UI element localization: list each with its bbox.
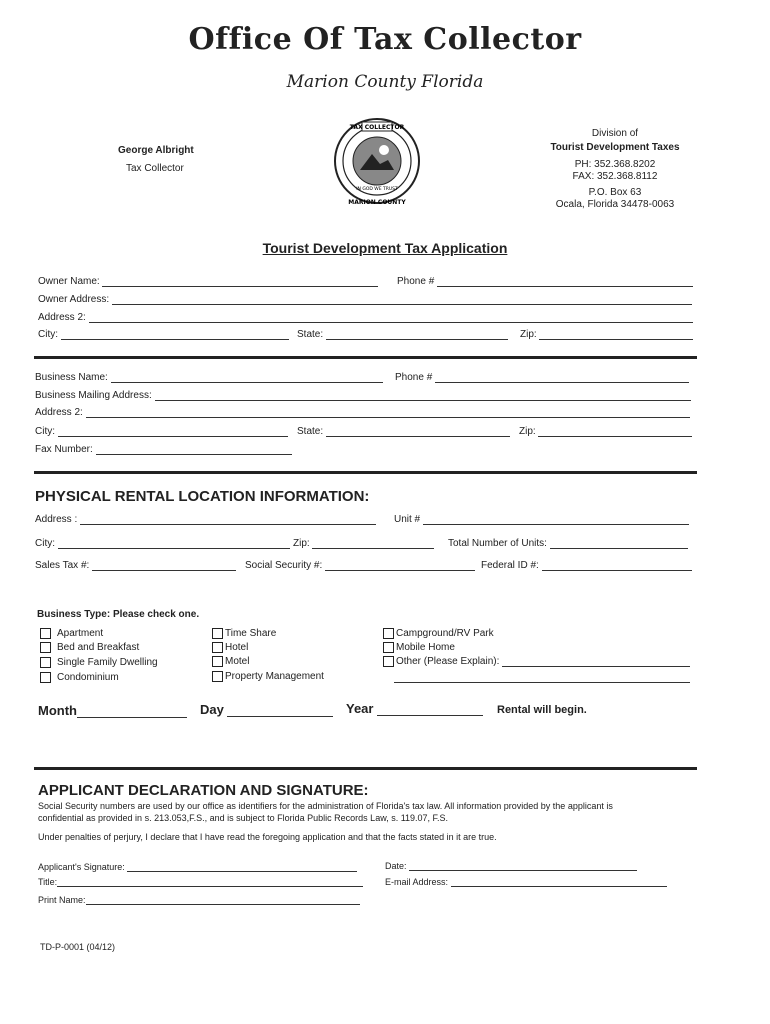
seal-inner-text: IN GOD WE TRUST [356, 187, 398, 192]
declaration-heading: APPLICANT DECLARATION AND SIGNATURE: [38, 782, 369, 799]
division-label: Division of [591, 128, 639, 139]
collector-title: Tax Collector [126, 163, 184, 174]
owner-name-field[interactable] [38, 276, 378, 287]
checkbox-label: Mobile Home [396, 642, 455, 654]
declaration-text-line2: confidential as provided in s. 213.053,F.S., and is subject to Florida Public Records Law, s. 119.07, F.S. [38, 813, 449, 823]
business-name-label: Business Name: [35, 372, 108, 383]
federal-id-label: Federal ID #: [481, 560, 539, 571]
po-box: P.O. Box 63 [588, 187, 642, 198]
fax-number: FAX: 352.368.8112 [572, 171, 658, 182]
business-address2-label: Address 2: [35, 407, 83, 418]
checkbox-label: Single Family Dwelling [57, 657, 158, 669]
checkbox-box[interactable] [40, 642, 51, 653]
ssn-label: Social Security #: [245, 560, 323, 571]
physical-zip-field[interactable] [293, 538, 434, 549]
owner-phone-field[interactable] [397, 276, 693, 287]
physical-location-heading: PHYSICAL RENTAL LOCATION INFORMATION: [35, 488, 370, 505]
unit-field[interactable] [394, 514, 689, 525]
owner-city-label: City: [38, 329, 58, 340]
checkbox-label: Motel [225, 656, 250, 668]
other-explain-line[interactable] [394, 672, 690, 683]
rental-begin-label: Rental will begin. [497, 704, 587, 716]
checkbox-box[interactable] [383, 656, 394, 667]
checkbox-single-family[interactable] [40, 657, 158, 668]
checkbox-box[interactable] [383, 642, 394, 653]
physical-address-field[interactable] [35, 514, 376, 525]
business-zip-label: Zip: [519, 426, 536, 437]
checkbox-condominium[interactable] [40, 672, 119, 683]
total-units-label: Total Number of Units: [448, 538, 547, 549]
collector-name: George Albright [118, 145, 194, 156]
checkbox-box[interactable] [383, 628, 394, 639]
month-label: Month [38, 703, 77, 718]
checkbox-bed-and-breakfast[interactable] [40, 642, 139, 653]
form-number: TD-P-0001 (04/12) [40, 942, 116, 952]
business-phone-field[interactable] [395, 372, 689, 383]
checkbox-box[interactable] [212, 671, 223, 682]
checkbox-mobile-home[interactable] [383, 642, 455, 653]
checkbox-box[interactable] [40, 657, 51, 668]
business-name-field[interactable] [35, 372, 383, 383]
day-label: Day [200, 702, 224, 717]
section-divider [34, 471, 697, 474]
owner-address2-field[interactable] [38, 312, 693, 323]
business-fax-field[interactable] [35, 444, 292, 455]
checkbox-label: Condominium [57, 672, 119, 684]
print-name-field[interactable] [38, 894, 360, 905]
rental-month-field[interactable] [38, 703, 187, 718]
owner-phone-label: Phone # [397, 276, 435, 287]
physical-zip-label: Zip: [293, 538, 310, 549]
unit-label: Unit # [394, 514, 421, 525]
year-label: Year [346, 701, 374, 716]
business-city-label: City: [35, 426, 55, 437]
owner-city-field[interactable] [38, 329, 289, 340]
business-address2-field[interactable] [35, 407, 690, 418]
checkbox-apartment[interactable] [40, 628, 103, 639]
date-field[interactable] [385, 860, 637, 871]
total-units-field[interactable] [448, 538, 688, 549]
physical-address-label: Address : [35, 514, 78, 525]
phone-number: PH: 352.368.8202 [574, 159, 656, 170]
ssn-field[interactable] [245, 560, 475, 571]
physical-city-label: City: [35, 538, 55, 549]
section-divider [34, 767, 697, 770]
city-zip: Ocala, Florida 34478-0063 [555, 199, 675, 210]
owner-address2-label: Address 2: [38, 312, 86, 323]
print-name-label: Print Name: [38, 895, 86, 905]
owner-address-field[interactable] [38, 294, 692, 305]
checkbox-label: Campground/RV Park [396, 628, 494, 640]
owner-address-label: Owner Address: [38, 294, 110, 305]
checkbox-label: Bed and Breakfast [57, 642, 140, 654]
sales-tax-label: Sales Tax #: [35, 560, 90, 571]
checkbox-label: Apartment [57, 628, 104, 640]
business-state-label: State: [297, 426, 324, 437]
seal-bottom-text: MARION COUNTY [348, 199, 406, 206]
signature-field[interactable] [38, 861, 357, 872]
rental-year-field[interactable] [346, 701, 483, 716]
owner-zip-label: Zip: [520, 329, 537, 340]
form-title: Tourist Development Tax Application [262, 240, 508, 256]
checkbox-box[interactable] [212, 642, 223, 653]
date-label: Date: [385, 861, 407, 871]
physical-city-field[interactable] [35, 538, 290, 549]
email-field[interactable] [385, 876, 667, 887]
page-title: Office Of Tax Collector [188, 22, 582, 57]
sales-tax-field[interactable] [35, 560, 236, 571]
business-mailing-label: Business Mailing Address: [35, 390, 152, 401]
perjury-statement: Under penalties of perjury, I declare that I have read the foregoing application and that the facts stated in it are true. [38, 832, 497, 842]
title-field[interactable] [38, 876, 363, 887]
checkbox-campground[interactable] [383, 628, 494, 639]
owner-zip-field[interactable] [520, 329, 693, 340]
checkbox-hotel[interactable] [212, 642, 248, 653]
checkbox-property-management[interactable] [212, 671, 324, 682]
business-city-field[interactable] [35, 426, 288, 437]
title-label: Title: [38, 877, 58, 887]
federal-id-field[interactable] [481, 560, 692, 571]
owner-name-label: Owner Name: [38, 276, 100, 287]
division-name: Tourist Development Taxes [550, 142, 680, 153]
business-zip-field[interactable] [519, 426, 692, 437]
checkbox-box[interactable] [212, 628, 223, 639]
owner-state-field[interactable] [297, 329, 508, 340]
checkbox-label: Hotel [225, 642, 249, 654]
business-fax-label: Fax Number: [35, 444, 93, 455]
section-divider [34, 356, 697, 359]
county-seal-icon [332, 112, 422, 210]
checkbox-motel[interactable] [212, 656, 249, 667]
checkbox-time-share[interactable] [212, 628, 276, 639]
business-type-heading: Business Type: Please check one. [37, 609, 200, 620]
owner-state-label: State: [297, 329, 324, 340]
rental-day-field[interactable] [200, 702, 333, 717]
declaration-text-line1: Social Security numbers are used by our office as identifiers for the administration of Florida's tax law. All information provided by the applicant is [38, 801, 613, 811]
email-label: E-mail Address: [385, 877, 449, 887]
business-phone-label: Phone # [395, 372, 433, 383]
signature-label: Applicant's Signature: [38, 862, 125, 872]
checkbox-box[interactable] [40, 672, 51, 683]
checkbox-label: Time Share [225, 628, 277, 640]
business-mailing-field[interactable] [35, 390, 691, 401]
checkbox-other[interactable] [383, 656, 690, 667]
checkbox-box[interactable] [212, 656, 223, 667]
checkbox-label: Property Management [225, 671, 324, 683]
seal-top-text: TAX COLLECTOR [349, 124, 405, 131]
county-subtitle: Marion County Florida [286, 72, 484, 92]
checkbox-label: Other (Please Explain): [396, 656, 500, 668]
checkbox-box[interactable] [40, 628, 51, 639]
business-state-field[interactable] [297, 426, 510, 437]
